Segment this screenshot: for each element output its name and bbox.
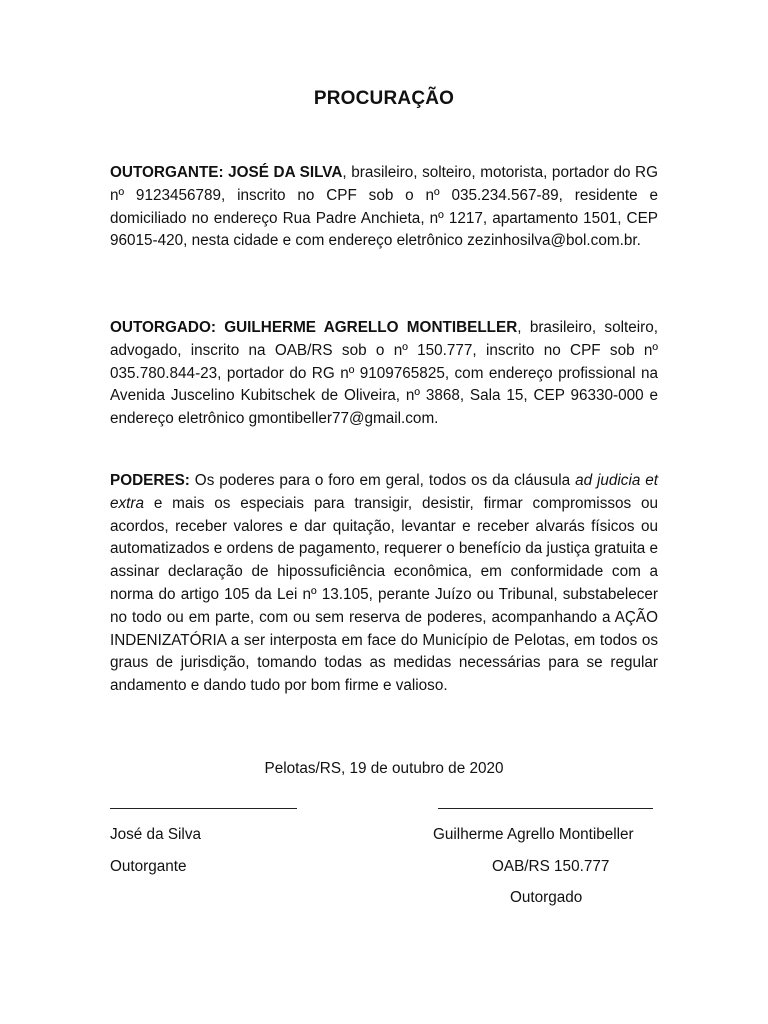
outorgado-label: OUTORGADO: GUILHERME AGRELLO MONTIBELLER	[110, 319, 518, 336]
outorgante-signature-name: José da Silva	[110, 826, 201, 843]
place-date: Pelotas/RS, 19 de outubro de 2020	[264, 760, 504, 777]
outorgante-paragraph	[110, 162, 658, 253]
outorgante-label: OUTORGANTE: JOSÉ DA SILVA	[110, 164, 343, 181]
outorgante-text: , brasileiro, solteiro, motorista, portador do RG nº 9123456789, inscrito no CPF sob o nº 035.234.567-89, residente e domiciliado no endereço Rua Padre Anchieta, nº 1217, apartamento 1501, CEP 96015-420, nesta cidade e com endereço eletrônico zezinhosilva@bol.com.br.	[110, 164, 658, 250]
signature-line-outorgante	[110, 808, 297, 809]
outorgado-paragraph	[110, 317, 658, 431]
outorgado-signature-oab: OAB/RS 150.777	[492, 858, 610, 875]
poderes-italic-clause: ad judicia et extra	[110, 472, 658, 512]
poderes-text-before: Os poderes para o foro em geral, todos os da cláusula	[189, 472, 576, 489]
poderes-label: PODERES:	[110, 472, 190, 489]
poderes-paragraph	[110, 470, 658, 698]
outorgado-signature-role: Outorgado	[510, 889, 583, 906]
outorgado-signature-name: Guilherme Agrello Montibeller	[433, 826, 634, 843]
signature-line-outorgado	[438, 808, 653, 809]
poderes-text-after: e mais os especiais para transigir, desistir, firmar compromissos ou acordos, receber valores e dar quitação, levantar e receber alvarás físicos ou automatizados e ordens de pagamento, requerer o benefício da justiça gratuita e assinar declaração de hipossuficiência econômica, em conformidade com a norma do artigo 105 da Lei nº 13.105, perante Juízo ou Tribunal, substabelecer no todo ou em parte, com ou sem reserva de poderes, acompanhando a AÇÃO INDENIZATÓRIA a ser interposta em face do Município de Pelotas, em todos os graus de jurisdição, tomando todas as medidas necessárias para se regular andamento e dando tudo por bom firme e valioso.	[110, 494, 658, 695]
outorgante-signature-role: Outorgante	[110, 858, 187, 875]
outorgado-text: , brasileiro, solteiro, advogado, inscrito na OAB/RS sob o nº 150.777, inscrito no CPF sob nº 035.780.844-23, portador do RG nº 9109765825, com endereço profissional na Avenida Juscelino Kubitschek de Oliveira, nº 3868, Sala 15, CEP 96330-000 e endereço eletrônico gmontibeller77@gmail.com.	[110, 319, 658, 428]
document-title: PROCURAÇÃO	[313, 88, 455, 109]
